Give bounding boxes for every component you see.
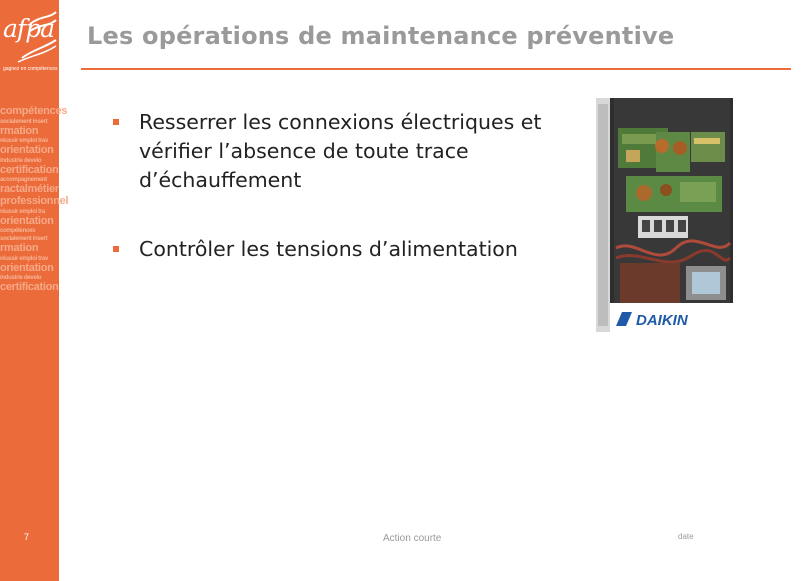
watermark-word: professionnel (0, 194, 69, 207)
watermark-word: compétences (0, 105, 68, 117)
watermark-word: réussir emploi trav (0, 138, 48, 145)
watermark-word: réussir emploi tra (0, 208, 45, 215)
bullet-square-icon (113, 246, 119, 252)
watermark-word: rmation (0, 124, 39, 137)
watermark-word: industrie develo (0, 157, 42, 164)
watermark-word: orientation (0, 144, 54, 157)
watermark-word: réussir emploi trav (0, 255, 48, 262)
logo-text: afpa (3, 14, 55, 43)
watermark-word: orientation (0, 261, 54, 274)
watermark-word: compétences (0, 228, 36, 235)
logo-tagline: gagnez en compétences (3, 66, 58, 72)
bullet-item (113, 108, 583, 195)
watermark-word: industrie develo (0, 275, 42, 282)
footer-course-label: Action courte (383, 533, 442, 544)
afpa-logo (0, 0, 59, 90)
footer-date: date (678, 532, 694, 541)
sidebar (0, 0, 69, 581)
daikin-brand-label: DAIKIN (636, 312, 688, 329)
slide-number: 7 (24, 532, 30, 542)
watermark-word: ractalmétier (0, 183, 59, 196)
daikin-unit-photo (596, 98, 733, 332)
bullet-text: Resserrer les connexions électriques et vérifier l’absence de toute trace d’échauffement (139, 110, 542, 192)
watermark-word: certification (0, 281, 59, 294)
bullet-list (113, 108, 583, 264)
watermark-word: socialement insert (0, 118, 48, 125)
title-divider (81, 68, 791, 70)
sidebar-watermark (0, 105, 69, 294)
watermark-word: orientation (0, 214, 54, 227)
daikin-unit-illustration (596, 98, 733, 332)
watermark-word: certification (0, 163, 59, 176)
bullet-item (113, 235, 583, 264)
watermark-word: rmation (0, 242, 39, 255)
bullet-square-icon (113, 119, 119, 125)
watermark-word: accompagnement (0, 177, 47, 184)
watermark-word: socialement insert (0, 236, 48, 243)
page-title: Les opérations de maintenance préventive (87, 22, 675, 50)
bullet-text: Contrôler les tensions d’alimentation (139, 237, 518, 261)
